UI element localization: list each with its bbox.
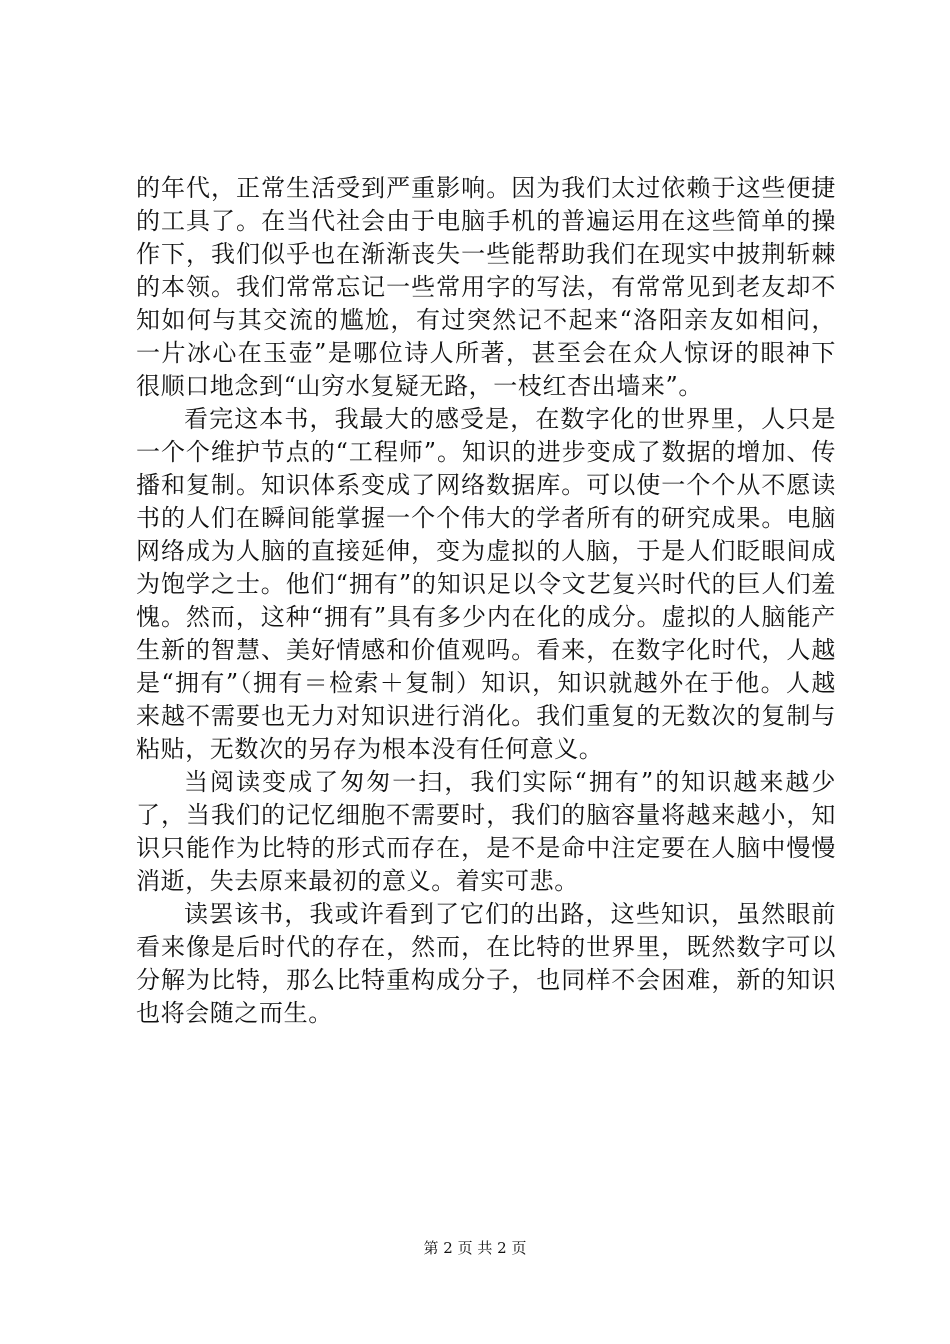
document-body [136,172,836,1030]
paragraph-3: 当阅读变成了匆匆一扫，我们实际“拥有”的知识越来越少了，当我们的记忆细胞不需要时，我们的脑容量将越来越小，知识只能作为比特的形式而存在，是不是命中注定要在人脑中慢慢消逝，失去原来最初的意义。着实可悲。 [136,768,836,895]
paragraph-4: 读罢该书，我或许看到了它们的出路，这些知识，虽然眼前看来像是后时代的存在，然而，在比特的世界里，既然数字可以分解为比特，那么比特重构成分子，也同样不会困难，新的知识也将会随之而生。 [136,900,836,1027]
paragraph-1: 的年代，正常生活受到严重影响。因为我们太过依赖于这些便捷的工具了。在当代社会由于电脑手机的普遍运用在这些简单的操作下，我们似乎也在渐渐丧失一些能帮助我们在现实中披荆斩棘的本领。我们常常忘记一些常用字的写法，有常常见到老友却不知如何与其交流的尴尬，有过突然记不起来“洛阳亲友如相问，一片冰心在玉壶”是哪位诗人所著，甚至会在众人惊讶的眼神下很顺口地念到“山穷水复疑无路，一枝红杏出墙来”。 [136,174,836,400]
page-number-footer: 第 2 页 共 2 页 [423,1239,527,1257]
paragraph-2: 看完这本书，我最大的感受是，在数字化的世界里，人只是一个个维护节点的“工程师”。知识的进步变成了数据的增加、传播和复制。知识体系变成了网络数据库。可以使一个个从不愿读书的人们在瞬间能掌握一个个伟大的学者所有的研究成果。电脑网络成为人脑的直接延伸，变为虚拟的人脑，于是人们眨眼间成为饱学之士。他们“拥有”的知识足以令文艺复兴时代的巨人们羞愧。然而，这种“拥有”具有多少内在化的成分。虚拟的人脑能产生新的智慧、美好情感和价值观吗。看来，在数字化时代，人越是“拥有”（拥有＝检索＋复制）知识，知识就越外在于他。人越来越不需要也无力对知识进行消化。我们重复的无数次的复制与粘贴，无数次的另存为根本没有任何意义。 [136,405,836,763]
